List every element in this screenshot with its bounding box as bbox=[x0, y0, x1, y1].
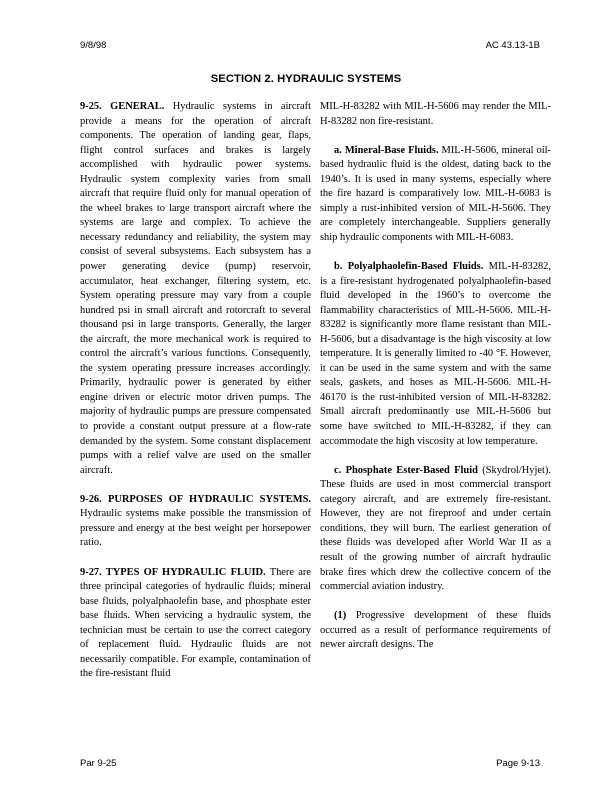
paragraph-a bbox=[320, 144, 551, 246]
paragraph-9-25-text: Hydraulic systems in aircraft provide a means for the operation of aircraft components. The operation of landing gear, flaps, flight control surfaces and brakes is largely accomplished with hydraulic power systems. Hydraulic system complexity varies from small aircraft that require fluid only for manual operation of the wheel brakes to large transport aircraft where the systems are large and complex. To achieve the necessary redundancy and reliability, the system may consist of several subsystems. Each subsystem has a power generating device (pump) reservoir, accumulator, heat exchanger, filtering system, etc. System operating pressure may vary from a couple hundred psi in small aircraft and rotorcraft to several thousand psi in large transports. Generally, the larger the aircraft, the more mechanical work is required to control the aircraft’s various functions. Consequently, the system operating pressure increases accordingly. Primarily, hydraulic power is generated by either engine driven or electric motor driven pumps. The majority of hydraulic pumps are pressure compensated to provide a constant output pressure at a flow-rate demanded by the system. Some constant displacement pumps with a relief valve are used on the smaller aircraft. bbox=[80, 101, 311, 476]
footer-page-number: Page 9-13 bbox=[496, 758, 540, 769]
paragraph-c-text: (Skydrol/Hyjet). These fluids are used in most commercial transport category aircraft, and are extremely fire-resistant. However, they are not fireproof and under certain conditions, they will burn. The earliest generation of these fluids was developed after World War II as a result of the growing number of aircraft hydraulic brake fires which drew the collective concern of the commercial aviation industry. bbox=[320, 464, 551, 593]
paragraph-c-heading: c. Phosphate Ester-Based Fluid bbox=[334, 464, 478, 476]
paragraph-b bbox=[320, 260, 551, 449]
paragraph-c-1-heading: (1) bbox=[334, 610, 347, 622]
right-column bbox=[320, 100, 551, 653]
paragraph-9-26-text: Hydraulic systems make possible the transmission of pressure and energy at the best weight per horsepower ratio. bbox=[80, 508, 311, 549]
header-date: 9/8/98 bbox=[80, 40, 107, 51]
paragraph-a-heading: a. Mineral-Base Fluids. bbox=[334, 144, 439, 156]
paragraph-b-text: MIL-H-83282, is a fire-resistant hydrogenated polyalphaolefin-based fluid developed in the 1960’s to overcome the flammability characteristics of MIL-H-5606. MIL-H-83282 is significantly more flame resistant than MIL-H-5606, but a disadvantage is the high viscosity at low temperature. It is generally limited to -40 °F. However, it can be used in the same system and with the same seals, gaskets, and hoses as MIL-H-5606. MIL-H-46170 is the rust-inhibited version of MIL-H-83282. Small aircraft predominantly use MIL-H-5606 but some have switched to MIL-H-83282, if they can accommodate the high viscosity at low temperature. bbox=[320, 261, 552, 447]
paragraph-a-text: MIL-H-5606, mineral oil-based hydraulic fluid is the oldest, dating back to the 1940’s. It is used in many systems, especially where the fire hazard is comparatively low. MIL-H-6083 is simply a rust-inhibited version of MIL-H-5606. They are completely interchangeable. Suppliers generally ship hydraulic components with MIL-H-6083. bbox=[320, 144, 552, 243]
paragraph-9-25 bbox=[80, 100, 311, 478]
paragraph-9-27-heading: 9-27. TYPES OF HYDRAULIC FLUID. bbox=[80, 566, 266, 578]
section-title: SECTION 2. HYDRAULIC SYSTEMS bbox=[210, 73, 402, 85]
header-doc-id: AC 43.13-1B bbox=[485, 40, 540, 51]
left-column bbox=[80, 100, 311, 682]
footer-paragraph-ref: Par 9-25 bbox=[80, 758, 117, 769]
paragraph-9-27-text: There are three principal categories of hydraulic fluids; mineral base fluids, polyalphaolefin base, and phosphate ester base fluids. When servicing a hydraulic system, the technician must be certain to use the correct category of replacement fluid. Hydraulic fluids are not necessarily compatible. For example, contamination of the fire-resistant fluid bbox=[80, 566, 311, 680]
paragraph-c bbox=[320, 464, 551, 595]
paragraph-c-1 bbox=[320, 609, 551, 653]
paragraph-9-26-heading: 9-26. PURPOSES OF HYDRAULIC SYSTEMS. bbox=[80, 493, 311, 505]
paragraph-9-25-heading: 9-25. GENERAL. bbox=[80, 101, 165, 112]
paragraph-c-1-text: Progressive development of these fluids occurred as a result of performance requirements of newer aircraft designs. The bbox=[320, 610, 551, 651]
paragraph-9-27 bbox=[80, 566, 311, 682]
paragraph-b-heading: b. Polyalphaolefin-Based Fluids. bbox=[334, 261, 484, 273]
paragraph-9-26 bbox=[80, 493, 311, 551]
paragraph-continuation: MIL-H-83282 with MIL-H-5606 may render the MIL-H-83282 non fire-resistant. bbox=[320, 101, 551, 127]
